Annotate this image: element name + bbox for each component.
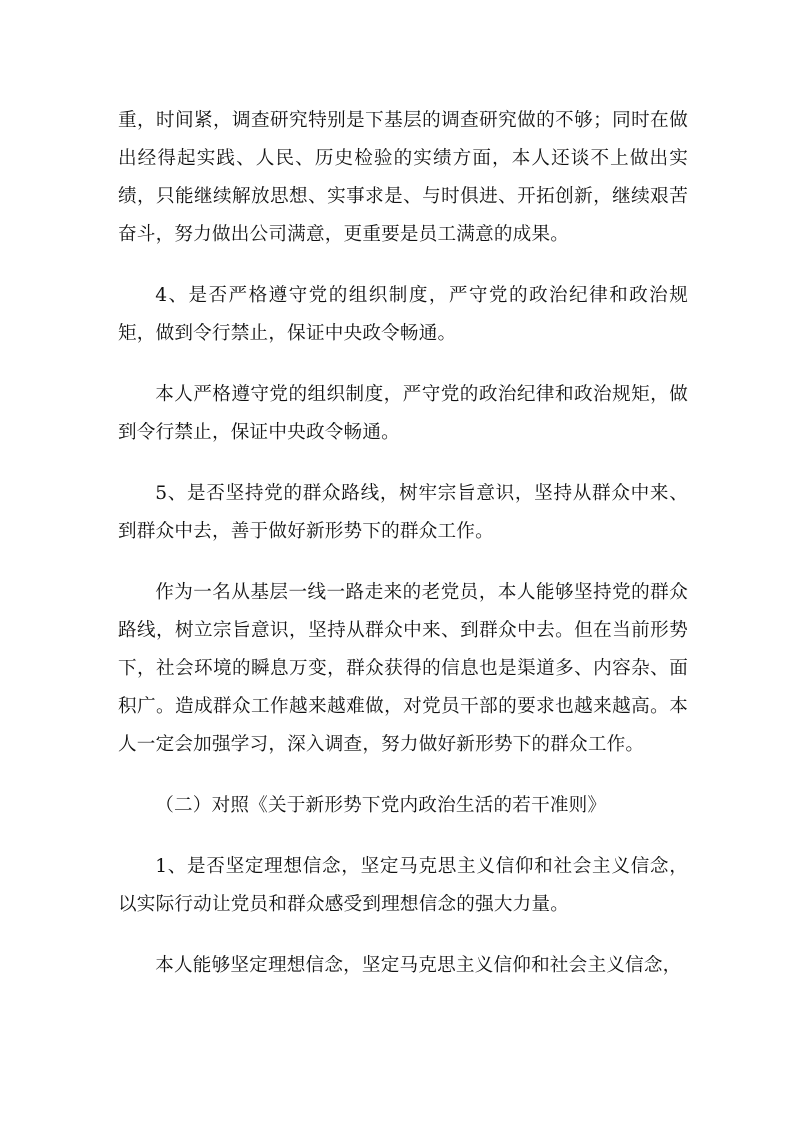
section-heading-2: （二）对照《关于新形势下党内政治生活的若干准则》 bbox=[155, 795, 607, 816]
paragraph-item-5-question: 5、是否坚持党的群众路线，树牢宗旨意识，坚持从群众中来、到群众中去，善于做好新形势下的群众工作。 bbox=[118, 483, 688, 542]
paragraph-item-4-answer: 本人严格遵守党的组织制度，严守党的政治纪律和政治规矩，做到令行禁止，保证中央政令畅通。 bbox=[118, 384, 688, 443]
paragraph-item-1-question: 1、是否坚定理想信念，坚定马克思主义信仰和社会主义信念，以实际行动让党员和群众感受到理想信念的强大力量。 bbox=[118, 856, 688, 915]
paragraph-item-1-answer: 本人能够坚定理想信念，坚定马克思主义信仰和社会主义信念， bbox=[155, 955, 682, 976]
paragraph-continuation: 重，时间紧，调查研究特别是下基层的调查研究做的不够；同时在做出经得起实践、人民、历史检验的实绩方面，本人还谈不上做出实绩，只能继续解放思想、实事求是、与时俱进、开拓创新，继续艰苦奋斗，努力做出公司满意，更重要是员工满意的成果。 bbox=[118, 110, 688, 245]
paragraph-item-4-question: 4、是否严格遵守党的组织制度，严守党的政治纪律和政治规矩，做到令行禁止，保证中央政令畅通。 bbox=[118, 285, 688, 344]
paragraph-item-5-answer: 作为一名从基层一线一路走来的老党员，本人能够坚持党的群众路线，树立宗旨意识，坚持从群众中来、到群众中去。但在当前形势下，社会环境的瞬息万变，群众获得的信息也是渠道多、内容杂、面积广。造成群众工作越来越难做，对党员干部的要求也越来越高。本人一定会加强学习，深入调查，努力做好新形势下的群众工作。 bbox=[118, 582, 688, 755]
document-body bbox=[118, 102, 688, 1008]
